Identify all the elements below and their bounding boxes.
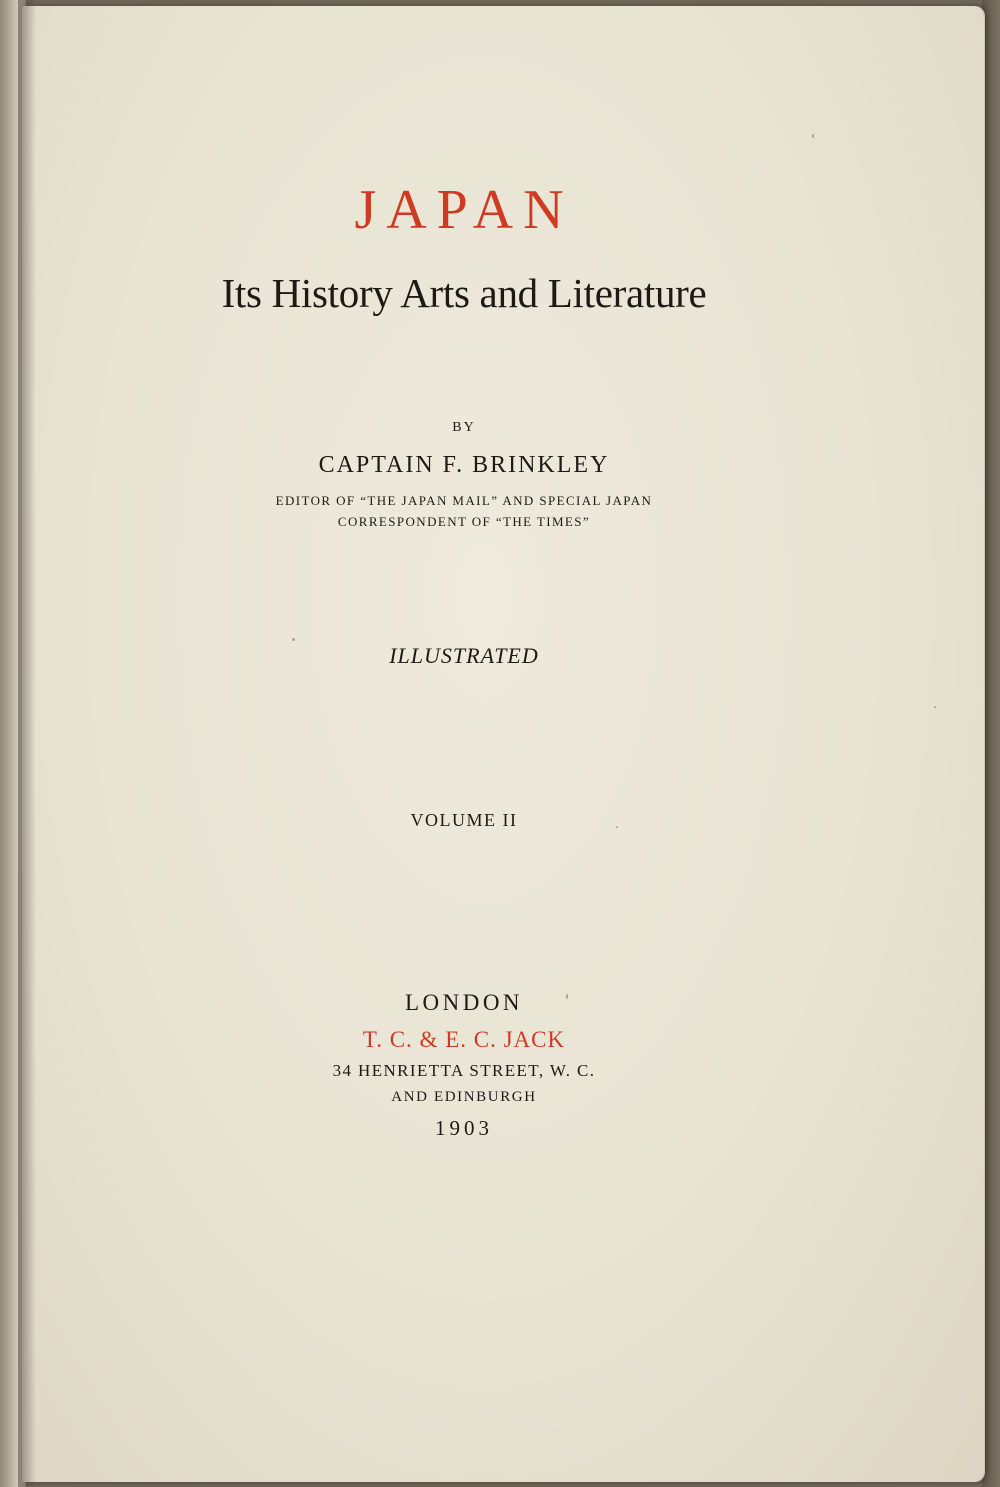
publication-year: 1903	[435, 1116, 493, 1140]
publisher-name: T. C. & E. C. JACK	[362, 1027, 566, 1052]
publisher-address: 34 HENRIETTA STREET, W. C.	[332, 1061, 596, 1080]
gutter-shadow	[18, 0, 36, 1487]
title-page	[22, 6, 984, 1482]
author-name: CAPTAIN F. BRINKLEY	[318, 452, 610, 478]
paper-speck	[616, 826, 618, 828]
illustrated-label: ILLUSTRATED	[389, 643, 539, 668]
paper-speck	[812, 134, 814, 138]
book-title: JAPAN	[354, 179, 574, 241]
paper-speck	[292, 638, 295, 641]
publication-city: LONDON	[404, 990, 524, 1015]
paper-speck	[934, 706, 936, 708]
volume-label: VOLUME II	[410, 810, 518, 830]
by-label: BY	[452, 420, 476, 435]
book-cover-edge	[982, 0, 1000, 1487]
publication-city-secondary: AND EDINBURGH	[391, 1089, 537, 1105]
paper-speck	[566, 994, 568, 999]
author-credit-line-2: CORRESPONDENT OF “THE TIMES”	[337, 514, 591, 529]
book-subtitle: Its History Arts and Literature	[221, 270, 707, 316]
author-credit-line-1: EDITOR OF “THE JAPAN MAIL” AND SPECIAL JAPAN	[275, 493, 653, 508]
